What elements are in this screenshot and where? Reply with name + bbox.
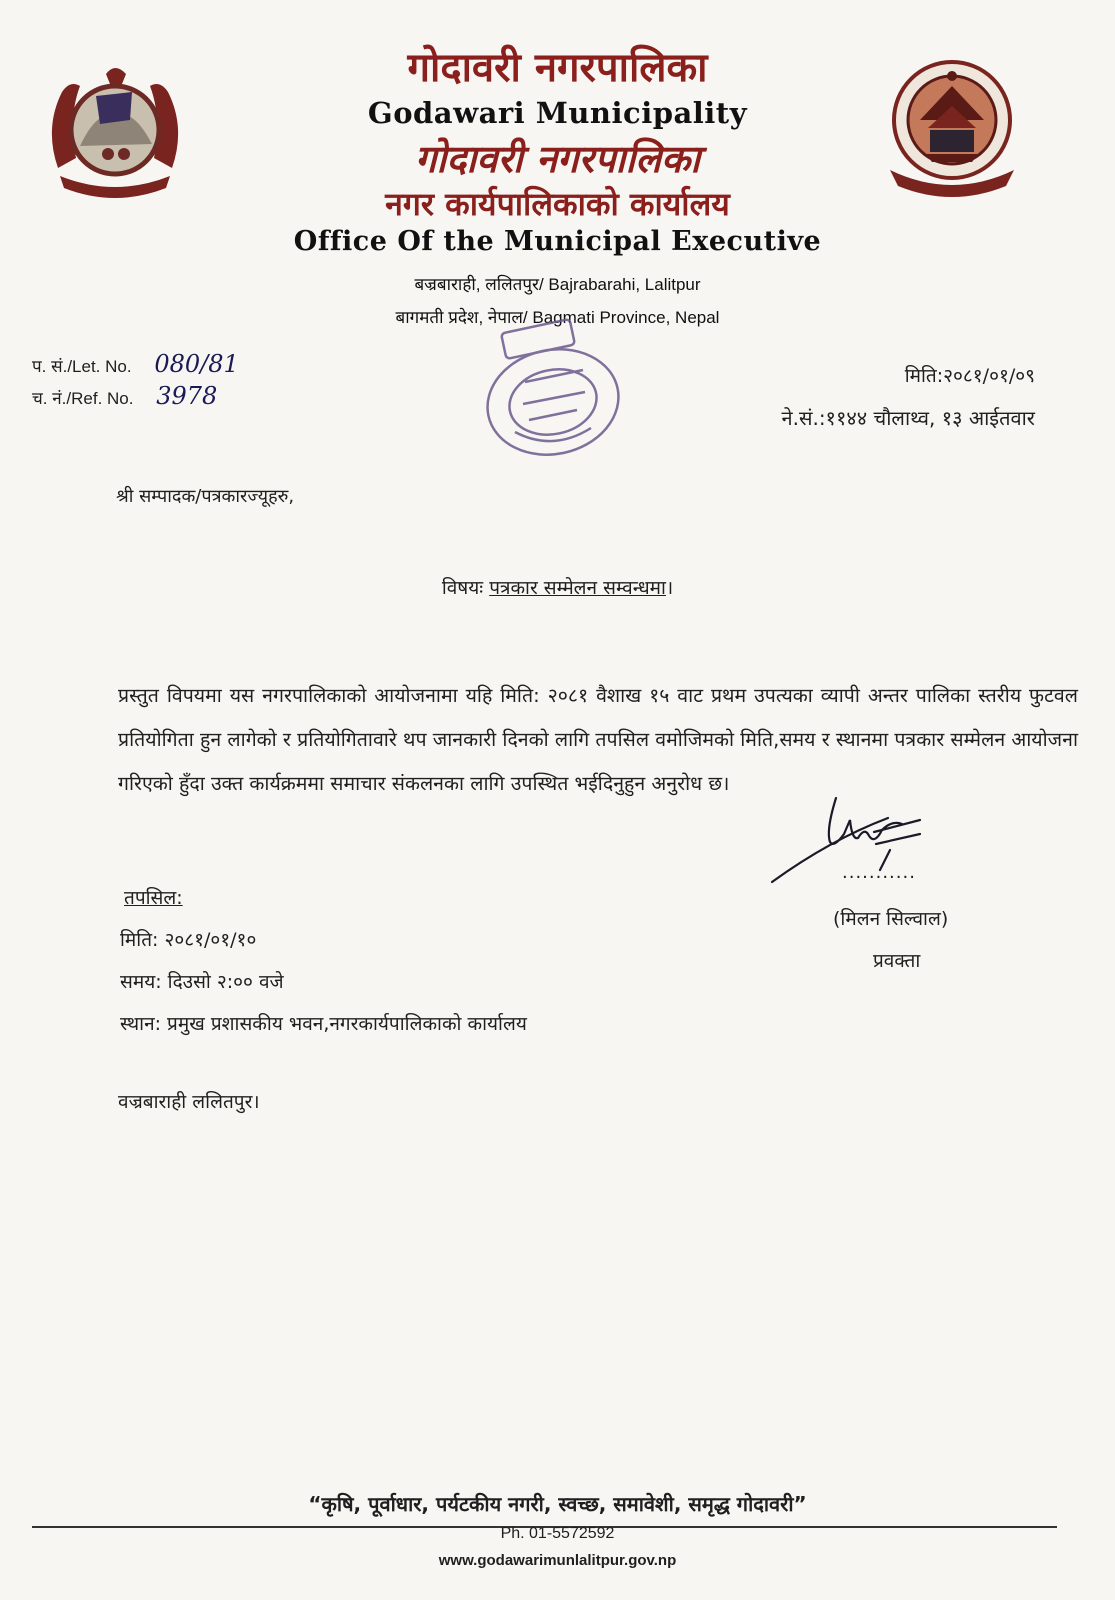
signature-line: ........... xyxy=(842,862,916,883)
footer-motto: “कृषि, पूर्वाधार, पर्यटकीय नगरी, स्वच्छ, समावेशी, समृद्ध गोदावरी” xyxy=(308,1492,807,1516)
footer-phone: Ph. 01-5572592 xyxy=(500,1525,615,1542)
office-stamp-icon xyxy=(465,312,640,467)
signoff-place: वज्रबाराही ललितपुर। xyxy=(118,1091,260,1113)
subject-label: विषयः xyxy=(441,577,484,599)
reference-number-value: 3978 xyxy=(156,382,218,410)
letter-date: मिति:२०८१/०१/०९ xyxy=(904,365,1035,387)
detail-place: स्थान: प्रमुख प्रशासकीय भवन,नगरकार्यपालिकाको कार्यालय xyxy=(120,1013,527,1035)
reference-number xyxy=(32,382,217,410)
office-name-nepali: नगर कार्यपालिकाको कार्यालय xyxy=(385,185,730,223)
municipality-name-nepali: गोदावरी नगरपालिका xyxy=(407,45,708,91)
municipality-name-english: Godawari Municipality xyxy=(367,96,748,130)
subject-end: । xyxy=(665,577,674,599)
reference-number-label: च. नं./Ref. No. xyxy=(32,389,134,408)
detail-time: समय: दिउसो २:०० वजे xyxy=(120,971,284,993)
address-line-1: बज्रबाराही, ललितपुर/ Bajrabarahi, Lalitpur xyxy=(414,275,701,294)
nepal-sambat-date: ने.सं.:११४४ चौलाथ्व, १३ आईतवार xyxy=(781,406,1035,430)
office-name-english: Office Of the Municipal Executive xyxy=(293,226,822,257)
subject-text: पत्रकार सम्मेलन सम्वन्धमा xyxy=(489,577,666,599)
letter-number-label: प. सं./Let. No. xyxy=(32,357,132,376)
letter-number xyxy=(32,350,239,378)
municipality-name-script: गोदावरी नगरपालिका xyxy=(414,136,701,181)
detail-date: मिति: २०८१/०१/१० xyxy=(120,929,257,951)
letter-number-value: 080/81 xyxy=(154,350,239,378)
signatory-role: प्रवक्ता xyxy=(873,950,921,972)
address-line-2: बागमती प्रदेश, नेपाल/ Bagmati Province, Nepal xyxy=(395,308,720,327)
details-title: तपसिल: xyxy=(124,887,183,909)
signatory-name: (मिलन सिल्वाल) xyxy=(833,908,949,930)
footer-website: www.godawarimunlalitpur.gov.np xyxy=(438,1552,677,1569)
salutation: श्री सम्पादक/पत्रकारज्यूहरु, xyxy=(116,486,295,507)
subject-line xyxy=(0,574,1115,600)
letter-body: प्रस्तुत विपयमा यस नगरपालिकाको आयोजनामा यहि मिति: २०८१ वैशाख १५ वाट प्रथम उपत्यका व्यापी अन्तर पालिका स्तरीय फुटवल प्रतियोगिता हुन लागेको र प्रतियोगितावारे थप जानकारी दिनको लागि तपसिल वमोजिमको मिति,समय र स्थानमा पत्रकार सम्मेलन आयोजना गरिएको हुँदा उक्त कार्यक्रममा समाचार संकलनका लागि उपस्थित भईदिनुहुन अनुरोध छ। xyxy=(118,684,1078,795)
